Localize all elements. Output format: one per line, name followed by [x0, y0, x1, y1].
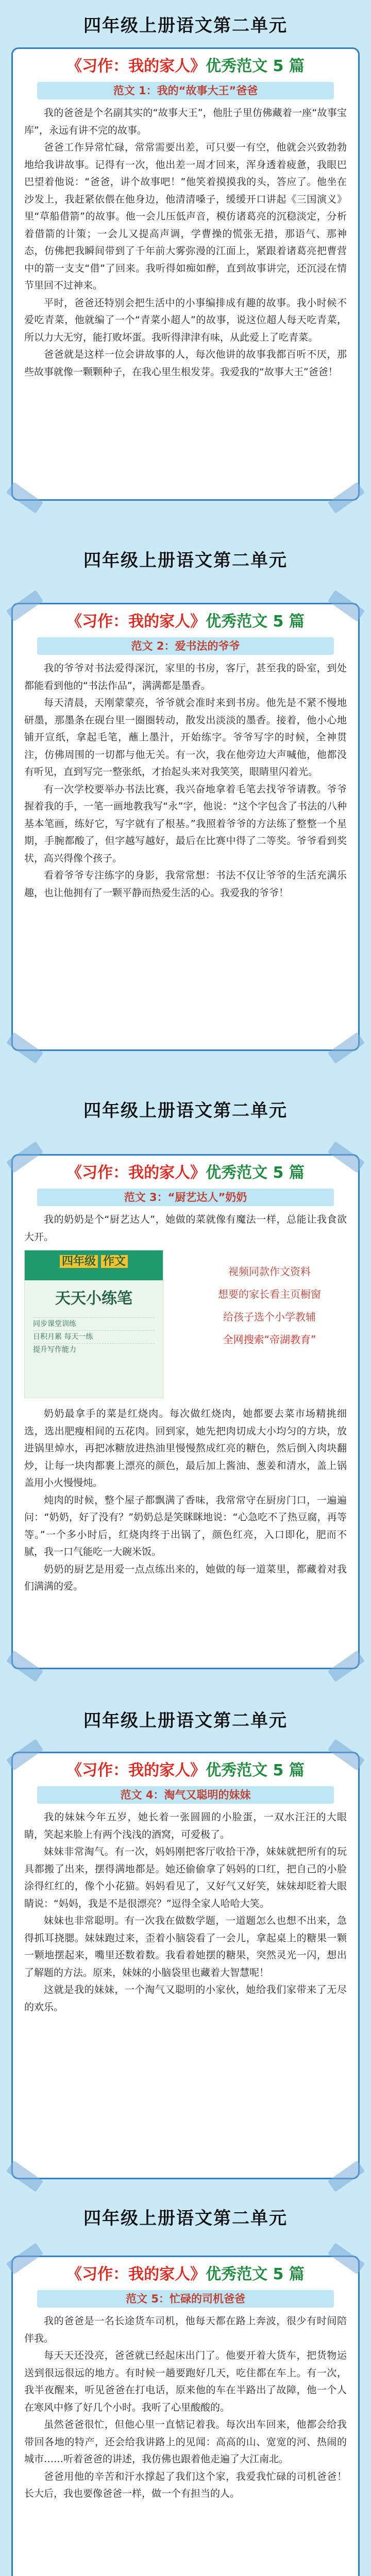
section-title-2: 四年级上册语文第二单元: [83, 550, 288, 571]
essay-paragraph: 妹妹非常淘气。有一次，妈妈刚把客厅收拾干净，妹妹就把所有的玩具都搬了出来，摆得满地都是。她还偷偷拿了妈妈的口红，把自己的小脸涂得红红的，像个小花猫。妈妈看见了，又好气又好笑，妹妹却眨着大眼睛说：“妈妈，我是不是很漂亮？”逗得全家人哈哈大笑。: [24, 1846, 347, 1909]
tape-decoration: [6, 482, 43, 513]
card-title: 《习作：我的家人》优秀范文 5 篇: [66, 2265, 305, 2283]
tape-decoration: [328, 1032, 365, 1063]
section-title-3: 四年级上册语文第二单元: [83, 1100, 288, 1121]
essay-paragraph: 我的爷爷对书法爱得深沉，家里的书房，客厅，甚至我的卧室，到处都能看到他的“书法作品”，满满都是墨香。: [24, 663, 347, 691]
essay-paragraph: 爸爸用他的辛苦和汗水撑起了我们这个家，我爱我忙碌的司机爸爸！长大后，我也要像爸爸一样，做一个有担当的人。: [24, 2470, 347, 2499]
tape-decoration: [328, 482, 365, 513]
essay-paragraph: 我的爸爸是个名副其实的“故事大王”，他肚子里仿佛藏着一座“故事宝库”，永远有讲不完的故事。: [24, 107, 347, 136]
ad-line2: 天天小练笔: [55, 1290, 132, 1308]
ad-tag: 作文: [101, 1255, 128, 1268]
book-cover-image[interactable]: [24, 1250, 163, 1398]
ad-promo-line: 给孩子选个小学教辅: [223, 1311, 316, 1323]
essay-paragraph: 我的妹妹今年五岁，她长着一张圆圆的小脸蛋，一双水汪汪的大眼睛，笑起来脸上有两个浅浅的酒窝，可爱极了。: [24, 1811, 347, 1840]
essay-paragraph: 爸爸工作异常忙碌，常常需要出差，可只要一有空，他就会兴致勃勃地给我讲故事。记得有一次，他出差一周才回来，浑身透着疲惫，我眼巴巴望着他说：“爸爸，讲个故事吧！”他笑着摸摸我的头，答应了。他坐在沙发上，我赶紧依偎在他身边，他清清嗓子，缓缓开口讲起《三国演义》里“草船借箭”的故事。他一会儿压低声音，模仿诸葛亮的沉稳淡定，分析着借箭的计策；一会儿又提高声调，学曹操的慌张无措，那语气、那神态，仿佛把我瞬间带到了千年前大雾弥漫的江面上，紧跟着诸葛亮把曹营中的箭一支支“借”了回来。我听得如痴如醉，直到故事讲完，还沉浸在情节里回不过神来。: [24, 142, 347, 291]
essay-paragraph: 妹妹也非常聪明。有一次我在做数学题，一道题怎么也想不出来，急得抓耳挠腮。妹妹跑过来，歪着小脑袋看了一会儿，拿起桌上的糖果一颗一颗地摆起来，嘴里还数着数。我看着她摆的糖果，突然灵光一闪，想出了解题的方法。原来，妹妹的小脑袋里也藏着大智慧呢！: [24, 1915, 347, 1978]
essay-paragraph: 每天天还没亮，爸爸就已经起床出门了。他要开着大货车，把货物运送到很远很远的地方。有时候一趟要跑好几天，吃住都在车上。有一次，我半夜醒来，听见爸爸在打电话，原来他的车在半路出了故障，他一个人在寒风中修了好几个小时。我听了心里酸酸的。: [24, 2350, 347, 2413]
essay-paragraph: 虽然爸爸很忙，但他心里一直惦记着我。每次出车回来，他都会给我带回各地的特产，还会给我讲路上的见闻：高高的山、宽宽的河、热闹的城市……听着爸爸的讲述，我仿佛也跟着他走遍了大江南北。: [24, 2419, 347, 2465]
ad-body-line: 日积月累 每天一练: [33, 1330, 155, 1343]
essay-paragraph: 我的爸爸是一名长途货车司机，他每天都在路上奔波，很少有时间陪伴我。: [24, 2315, 347, 2344]
essay-paragraph: 爸爸就是这样一位会讲故事的人，每次他讲的故事我都百听不厌，那些故事就像一颗颗种子，在我心里生根发芽。我爱我的“故事大王”爸爸！: [24, 349, 347, 378]
essay-card-5: [11, 2256, 360, 2576]
essay-paragraph: 我的奶奶是个“厨艺达人”，她做的菜就像有魔法一样，总能让我食欲大开。: [24, 1214, 347, 1243]
card-title: 《习作：我的家人》优秀范文 5 篇: [66, 1761, 305, 1780]
card-title: 《习作：我的家人》优秀范文 5 篇: [66, 613, 305, 631]
ad-promo-line: 想要的家长看主页橱窗: [218, 1288, 321, 1300]
tape-decoration: [6, 2160, 43, 2192]
tape-decoration: [328, 1650, 365, 1682]
essay-paragraph: 有一次学校要举办书法比赛，我兴奋地拿着毛笔去找爷爷请教。爷爷握着我的手，一笔一画地教我写“永”字，他说：“这个字包含了书法的八种基本笔画，练好它，写字就有了根基。”我照着爷爷的方法练了整整一个星期，手腕都酸了，但字越写越好，最后在比赛中得了二等奖。爷爷看到奖状，高兴得像个孩子。: [24, 783, 347, 864]
essay-paragraph: 看着爷爷专注练字的身影，我常常想：书法不仅让爷爷的生活充满乐趣，也让他拥有了一颗平静而热爱生活的心。我爱我的爷爷！: [24, 870, 347, 899]
essay-paragraph: 奶奶的厨艺是用爱一点点练出来的，她做的每一道菜里，都藏着对我们满满的爱。: [24, 1563, 347, 1592]
section-title-5: 四年级上册语文第二单元: [83, 2208, 288, 2229]
tape-decoration: [328, 2160, 365, 2192]
essay-paragraph: 每天清晨，天刚蒙蒙亮，爷爷就会准时来到书房。他先是不紧不慢地研墨，那墨条在砚台里一圈圈转动，散发出淡淡的墨香。接着，他小心地铺开宣纸，拿起毛笔，蘸上墨汁，开始练字。爷爷写字的时候，全神贯注，仿佛周围的一切都与他无关。有一次，我在他旁边大声喊他，他都没有听见，直到写完一整张纸，才抬起头来对我笑笑，眼睛里闪着光。: [24, 697, 347, 777]
essay-paragraph: 这就是我的妹妹，一个淘气又聪明的小家伙，她给我们家带来了无尽的欢乐。: [24, 1984, 347, 2013]
essay-card-1: [11, 47, 360, 501]
ad-line1: 四年级: [60, 1255, 98, 1268]
essay-subtitle: 范文 3：“厨艺达人”奶奶: [37, 1189, 334, 1206]
card-title: 《习作：我的家人》优秀范文 5 篇: [66, 1164, 305, 1182]
ad-body-line: 同步课堂训练: [33, 1317, 155, 1330]
section-title-top: 四年级上册语文第二单元: [83, 15, 288, 36]
essay-subtitle: 范文 4：淘气又聪明的妹妹: [37, 1786, 334, 1804]
ad-promo-line: 全网搜索“帝湖教育”: [223, 1333, 316, 1346]
essay-card-4: [11, 1752, 360, 2179]
tape-decoration: [6, 1032, 43, 1063]
essay-card-3: [11, 1154, 360, 1669]
essay-card-2: [11, 603, 360, 1051]
ad-body-line: 提升写作能力: [33, 1343, 155, 1356]
essay-subtitle: 范文 2：爱书法的爷爷: [37, 637, 334, 655]
ad-block: [24, 1250, 347, 1401]
ad-promo-text: [192, 1250, 347, 1351]
essay-paragraph: 炖肉的时候，整个屋子都飘满了香味，我常常守在厨房门口，一遍遍问：“奶奶，好了没有？”奶奶总是笑眯眯地说：“心急吃不了热豆腐，再等等。”一个多小时后，红烧肉终于出锅了，颜色红亮，入口即化，肥而不腻，我一口气能吃一大碗米饭。: [24, 1494, 347, 1557]
section-title-4: 四年级上册语文第二单元: [83, 1710, 288, 1731]
essay-subtitle: 范文 5：忙碌的司机爸爸: [37, 2290, 334, 2308]
essay-paragraph: 平时，爸爸还特别会把生活中的小事编排成有趣的故事。我小时候不爱吃青菜，他就编了一个“青菜小超人”的故事，说这位超人每天吃青菜，所以力大无穷，能打败坏蛋。我听得津津有味，从此爱上了吃青菜。: [24, 297, 347, 343]
essay-subtitle: 范文 1：我的“故事大王”爸爸: [37, 82, 334, 99]
ad-promo-line: 视频同款作文资料: [228, 1265, 311, 1278]
tape-decoration: [6, 1650, 43, 1682]
essay-paragraph: 奶奶最拿手的菜是红烧肉。每次做红烧肉，她都要去菜市场精挑细选，选出肥瘦相间的五花肉。回到家，她先把肉切成大小均匀的方块，放进锅里焯水，再把冰糖放进热油里慢慢熬成红亮的糖色，然后倒入肉块翻炒，让每一块肉都裹上漂亮的颜色，最后加上酱油、葱姜和清水，盖上锅盖用小火慢慢炖。: [24, 1408, 347, 1488]
card-title: 《习作：我的家人》优秀范文 5 篇: [66, 57, 305, 75]
